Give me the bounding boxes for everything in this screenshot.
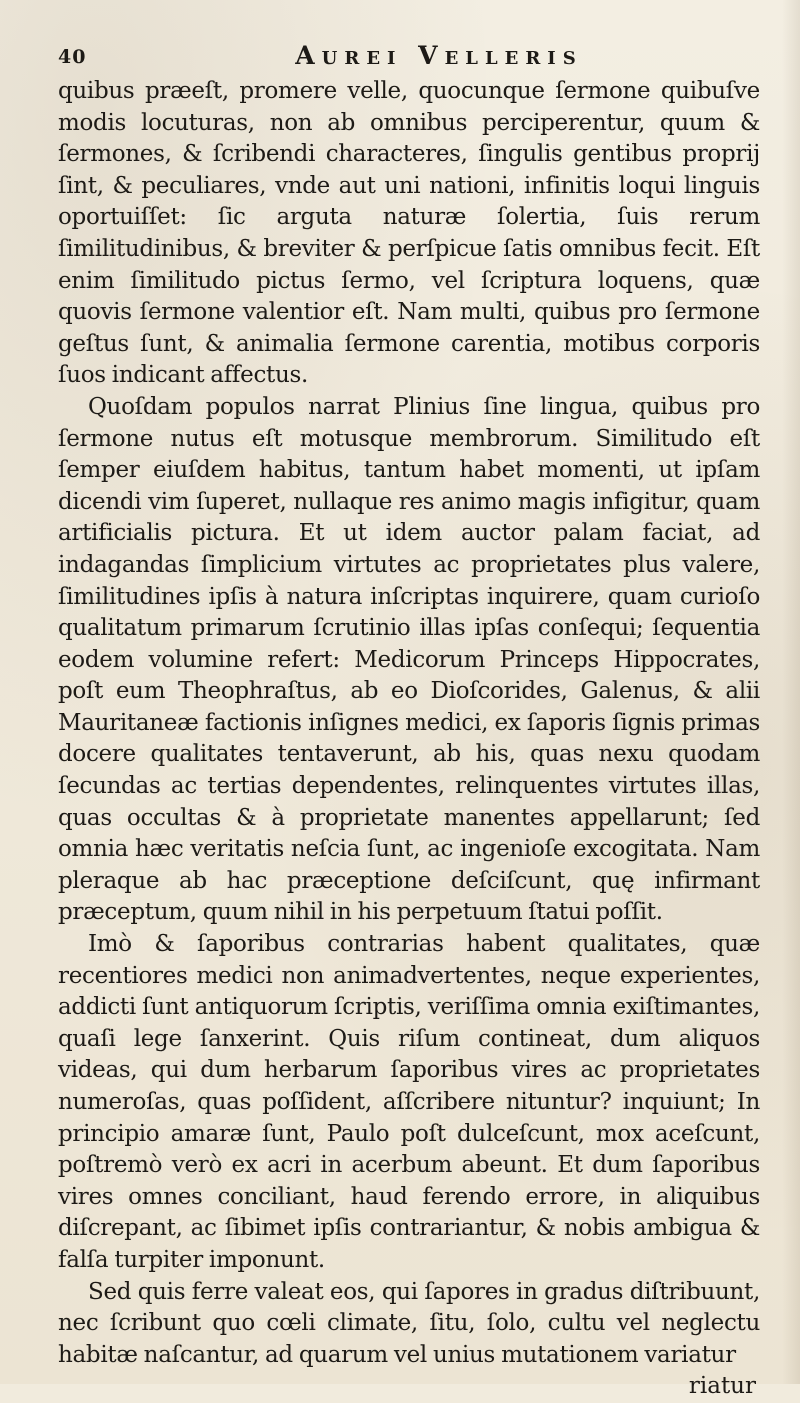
running-head: Aurei Velleris: [295, 41, 583, 70]
page-header: [58, 30, 760, 70]
paragraph-2: Quoſdam populos narrat Plinius ſine lingua, quibus pro ſermone nutus eſt motusque membrorum. Similitudo eſt ſemper eiuſdem habitus, tantum habet momenti, ut ipſam dicendi vim ſuperet, nullaque res animo magis infigitur, quam artificialis pictura. Et ut idem auctor palam faciat, ad indagandas ſimplicium virtutes ac proprietates plus valere, ſimilitudines ipſis à natura inſcriptas inquirere, quam curioſo qualitatum primarum ſcrutinio illas ipſas conſequi; ſequentia eodem volumine refert: Medicorum Princeps Hippocrates, poſt eum Theophraſtus, ab eo Dioſcorides, Galenus, & alii Mauritaneæ factionis inſignes medici, ex ſaporis ſignis primas docere qualitates tentaverunt, ab his, quas nexu quodam ſecundas ac tertias dependentes, relinquentes virtutes illas, quas occultas & à proprietate manentes appellarunt; ſed omnia hæc veritatis neſcia ſunt, ac ingenioſe excogitata. Nam pleraque ab hac præceptione deſciſcunt, quę infirmant præceptum, quum nihil in his perpetuum ſtatui poſſit.: [58, 393, 760, 926]
page-number: 40: [58, 46, 87, 68]
paragraph-1: quibus præeſt, promere velle, quocunque ſermone quibuſve modis locuturas, non ab omnibus perciperentur, quum & ſermones, & ſcribendi characteres, ſingulis gentibus proprij ſint, & peculiares, vnde aut uni nationi, infinitis loqui linguis oportuiſſet: ſic arguta naturæ ſolertia, ſuis rerum ſimilitudinibus, & breviter & perſpicue ſatis omnibus fecit. Eſt enim ſimilitudo pictus ſermo, vel ſcriptura loquens, quæ quovis ſermone valentior eſt. Nam multi, quibus pro ſermone geſtus ſunt, & animalia ſermone carentia, motibus corporis ſuos indicant affectus.: [58, 78, 760, 389]
paragraph-4: Sed quis ferre valeat eos, qui ſapores in gradus diſtribuunt, nec ſcribunt quo cœli climate, ſitu, ſolo, cultu vel neglectu habitæ naſcantur, ad quarum vel unius mutationem variatur: [58, 1278, 760, 1368]
catchword: riatur: [688, 1373, 756, 1400]
paragraph-3: Imò & ſaporibus contrarias habent qualitates, quæ recentiores medici non animadvertentes, neque experientes, addicti ſunt antiquorum ſcriptis, veriſſima omnia exiſtimantes, quaſi lege ſanxerint. Quis riſum contineat, dum aliquos videas, qui dum herbarum ſaporibus vires ac proprietates numeroſas, quas poſſident, aſſcribere nituntur? inquiunt; In principio amaræ ſunt, Paulo poſt dulceſcunt, mox aceſcunt, poſtremò verò ex acri in acerbum abeunt. Et dum ſaporibus vires omnes conciliant, haud ferendo errore, in aliquibus diſcrepant, ac ſibimet ipſis contrariantur, & nobis ambigua & falſa turpiter imponunt.: [58, 931, 760, 1273]
page-edge-shadow: [782, 0, 800, 1384]
body-text: [58, 76, 760, 1371]
